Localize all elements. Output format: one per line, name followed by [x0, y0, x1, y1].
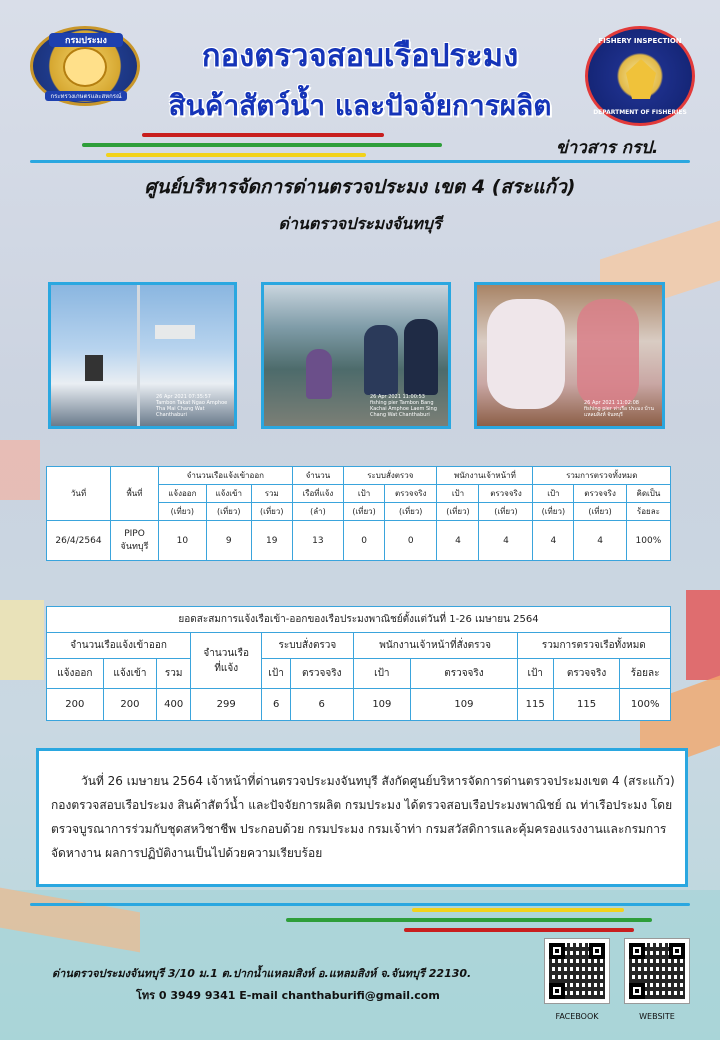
qr-eye: [549, 943, 565, 959]
daily-inspection-table: [46, 466, 671, 561]
header-notify-group: จำนวนเรือแจ้งเข้าออก: [47, 633, 191, 659]
photo-speaker: [85, 355, 103, 381]
unit-trip: (เที่ยว): [384, 503, 437, 521]
cell-tot-actual: 4: [574, 521, 627, 561]
header-off-actual: ตรวจจริง: [479, 485, 533, 503]
photo-officer-1: [364, 325, 398, 395]
fishery-inspection-logo: [585, 26, 695, 126]
subtitle-center: ศูนย์บริหารจัดการด่านตรวจประมง เขต 4 (สระแก้ว): [144, 176, 576, 198]
qr-eye: [629, 943, 645, 959]
footer-line-green: [286, 918, 652, 922]
cell-area-line2: จันทบุรี: [120, 541, 149, 552]
photo-timestamp: 26 Apr 2021 11:02:08 fishing pier ท่าเรือ ประมง บ้าน แหลมสิงห์ จันทบุรี: [584, 400, 654, 418]
header-off-actual: ตรวจจริง: [411, 659, 517, 689]
header-count: จำนวน: [292, 467, 343, 485]
photo-antenna-panel: [155, 325, 195, 339]
logo-left-top-text: กรมประมง: [49, 33, 123, 47]
cell-sys-target: 6: [262, 689, 291, 721]
header-officer: พนักงานเจ้าหน้าที่: [437, 467, 533, 485]
department-of-fisheries-logo: [30, 26, 140, 106]
unit-trip: (เที่ยว): [479, 503, 533, 521]
header-date: วันที่: [47, 467, 111, 521]
header-tot-actual: ตรวจจริง: [553, 659, 620, 689]
cell-area-line1: PIPO: [124, 528, 145, 539]
qr-eye: [549, 983, 565, 999]
header-sys-target: เป้า: [344, 485, 385, 503]
photo-mast: [137, 285, 140, 429]
cell-boats: 13: [292, 521, 343, 561]
photo-inspection-officers: [261, 282, 451, 429]
cell-date: 26/4/2564: [47, 521, 111, 561]
shield-icon: [626, 59, 656, 99]
cell-boats: 299: [191, 689, 262, 721]
header-officer: พนักงานเจ้าหน้าที่สั่งตรวจ: [353, 633, 517, 659]
header-sum: รวม: [157, 659, 191, 689]
photo-timestamp: 26 Apr 2021 07:35:57 Tambon Takat Ngao Amphoe Tha Mai Chang Wat Chanthaburi: [156, 394, 228, 418]
facebook-qr-code[interactable]: [544, 938, 610, 1004]
bg-shape-red-left: [0, 440, 40, 500]
cell-tot-actual: 115: [553, 689, 620, 721]
header-tot-actual: ตรวจจริง: [574, 485, 627, 503]
header-system: ระบบสั่งตรวจ: [262, 633, 353, 659]
cell-off-actual: 109: [411, 689, 517, 721]
header-sum: รวม: [251, 485, 292, 503]
cell-off-target: 109: [353, 689, 411, 721]
header-percent-as: คิดเป็น: [626, 485, 670, 503]
header-boats: เรือที่แจ้ง: [292, 485, 343, 503]
unit-trip: (เที่ยว): [344, 503, 385, 521]
unit-percent: ร้อยละ: [626, 503, 670, 521]
unit-trip: (เที่ยว): [251, 503, 292, 521]
header-percent: ร้อยละ: [620, 659, 671, 689]
cell-off-target: 4: [437, 521, 479, 561]
table-row: [47, 521, 671, 561]
cumulative-caption: ยอดสะสมการแจ้งเรือเข้า-ออกของเรือประมงพาณิชย์ตั้งแต่วันที่ 1-26 เมษายน 2564: [47, 607, 671, 633]
facebook-label: FACEBOOK: [555, 1012, 599, 1021]
cell-sys-actual: 6: [290, 689, 353, 721]
cumulative-inspection-table: [46, 606, 671, 721]
cell-tot-target: 115: [517, 689, 553, 721]
footer-line-yellow: [412, 908, 624, 912]
header-sys-actual: ตรวจจริง: [384, 485, 437, 503]
emblem-icon: [63, 47, 107, 87]
cell-sys-target: 0: [344, 521, 385, 561]
unit-trip: (เที่ยว): [574, 503, 627, 521]
photo-bag-2: [577, 299, 639, 409]
qr-eye: [669, 943, 685, 959]
website-label: WEBSITE: [639, 1012, 675, 1021]
header-line-yellow: [106, 153, 366, 157]
title-line-2: สินค้าสัตว์น้ำ และปัจจัยการผลิต: [168, 89, 552, 122]
photo-equipment: [474, 282, 665, 429]
cell-sum: 400: [157, 689, 191, 721]
header-notify-group: จำนวนเรือแจ้งเข้าออก: [159, 467, 293, 485]
title-line-1: กองตรวจสอบเรือประมง: [201, 38, 519, 74]
cell-percent: 100%: [626, 521, 670, 561]
logo-left-bottom-text: กระทรวงเกษตรและสหกรณ์: [45, 91, 127, 101]
news-label: ข่าวสาร กรป.: [556, 138, 659, 158]
header-system: ระบบสั่งตรวจ: [344, 467, 437, 485]
website-qr-code[interactable]: [624, 938, 690, 1004]
footer-address: ด่านตรวจประมงจันทบุรี 3/10 ม.1 ต.ปากน้ำแหลมสิงห์ อ.แหลมสิงห์ จ.จันทบุรี 22130.: [52, 967, 472, 980]
header-line-green: [82, 143, 442, 147]
photo-person-3: [306, 349, 332, 399]
header-off-target: เป้า: [437, 485, 479, 503]
header-out: แจ้งออก: [47, 659, 104, 689]
summary-paragraph: วันที่ 26 เมษายน 2564 เจ้าหน้าที่ด่านตรวจประมงจันทบุรี สังกัดศูนย์บริหารจัดการด่านตรวจประมงเขต 4 (สระแก้ว) กองตรวจสอบเรือประมง สินค้าสัตว์น้ำ และปัจจัยการผลิต กรมประมง ได้ตรวจสอบเรือประมงพาณิชย์ ณ ท่าเรือประมง โดยตรวจบูรณาการร่วมกับชุดสหวิชาชีพ ประกอบด้วย กรมประมง กรมเจ้าท่า กรมสวัสดิการและคุ้มครองแรงงานและกรมการจัดหางาน ผลการปฏิบัติงานเป็นไปด้วยความเรียบร้อย: [51, 774, 675, 860]
header-boats-line1: จำนวนเรือ: [203, 647, 249, 659]
unit-trip: (เที่ยว): [533, 503, 574, 521]
photo-antenna: [48, 282, 237, 429]
header-out: แจ้งออก: [159, 485, 207, 503]
header-tot-target: เป้า: [533, 485, 574, 503]
cell-in: 9: [206, 521, 251, 561]
cell-percent: 100%: [620, 689, 671, 721]
header-sys-target: เป้า: [262, 659, 291, 689]
photo-officer-2: [404, 319, 438, 395]
qr-eye: [629, 983, 645, 999]
cell-in: 200: [103, 689, 157, 721]
header-sys-actual: ตรวจจริง: [290, 659, 353, 689]
photo-timestamp: 26 Apr 2021 11:00:53 fishing pier Tambon Bang Kachai Amphoe Laem Sing Chang Wat Chanthaburi: [370, 394, 437, 418]
header-off-target: เป้า: [353, 659, 411, 689]
table-row: [47, 689, 671, 721]
bg-shape-red-right: [686, 590, 720, 680]
cell-out: 10: [159, 521, 207, 561]
unit-trip: (เที่ยว): [159, 503, 207, 521]
header-total: รวมการตรวจทั้งหมด: [533, 467, 671, 485]
unit-trip: (เที่ยว): [206, 503, 251, 521]
header-boats: [191, 633, 262, 689]
header-in: แจ้งเข้า: [206, 485, 251, 503]
summary-text-box: [36, 748, 688, 887]
header-in: แจ้งเข้า: [103, 659, 157, 689]
subtitle-checkpoint: ด่านตรวจประมงจันทบุรี: [278, 214, 442, 233]
cell-sum: 19: [251, 521, 292, 561]
cell-off-actual: 4: [479, 521, 533, 561]
header-boats-line2: ที่แจ้ง: [214, 662, 239, 674]
footer-line-blue: [30, 903, 690, 906]
header-total: รวมการตรวจเรือทั้งหมด: [517, 633, 670, 659]
unit-trip: (เที่ยว): [437, 503, 479, 521]
footer-contact: โทร 0 3949 9341 E-mail chanthaburifi@gmail.com: [136, 989, 440, 1002]
bg-shape-yellow-left: [0, 600, 44, 680]
qr-eye: [589, 943, 605, 959]
unit-boat: (ลำ): [292, 503, 343, 521]
footer-line-red: [404, 928, 634, 932]
cell-area: [111, 521, 159, 561]
cell-sys-actual: 0: [384, 521, 437, 561]
header-line-red: [142, 133, 384, 137]
cell-out: 200: [47, 689, 104, 721]
photo-bag-1: [487, 299, 565, 409]
cell-tot-target: 4: [533, 521, 574, 561]
logo-right-top-text: FISHERY INSPECTION: [598, 37, 682, 45]
header-area: พื้นที่: [111, 467, 159, 521]
logo-right-bottom-text: DEPARTMENT OF FISHERIES: [593, 109, 687, 116]
header-tot-target: เป้า: [517, 659, 553, 689]
